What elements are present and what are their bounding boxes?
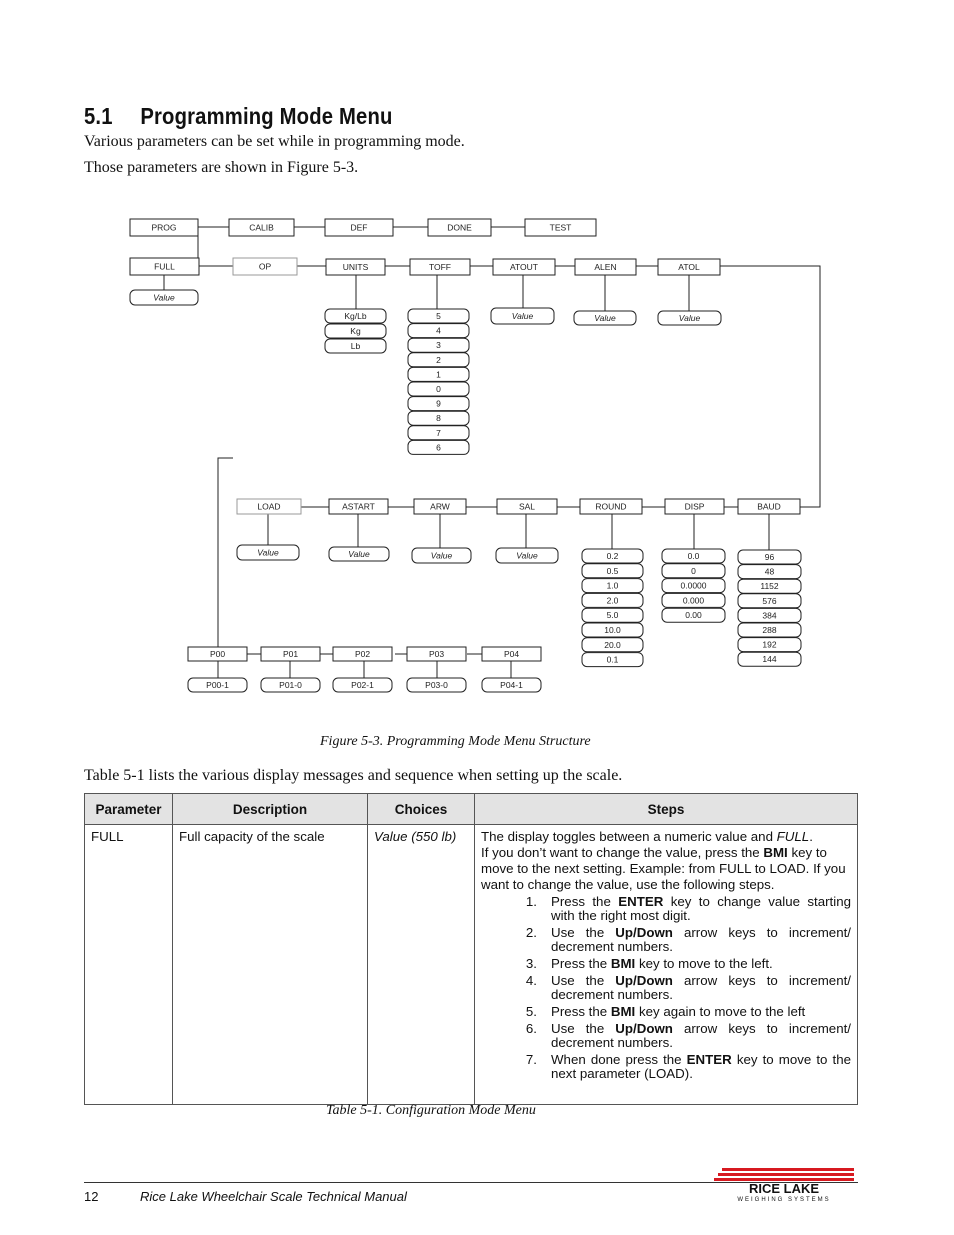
option-box [408,324,469,338]
step-item [481,974,851,1002]
menu-box-calib [229,219,294,236]
option-box [582,593,643,607]
svg-text:0.00: 0.00 [685,610,702,621]
menu-box-p [188,647,247,661]
menu-box-test [525,219,596,236]
option-box [738,623,801,637]
svg-text:SAL: SAL [518,501,536,512]
column-header: Parameter [85,794,173,825]
svg-text:FULL: FULL [154,261,175,272]
page-number: 12 [84,1189,99,1204]
option-box [662,593,725,607]
svg-text:0.1: 0.1 [606,654,619,665]
option-box [582,638,643,652]
svg-text:LOAD: LOAD [257,501,281,512]
footer-title: Rice Lake Wheelchair Scale Technical Manual [140,1189,407,1204]
svg-text:1152: 1152 [760,581,779,592]
menu-box-alen [575,259,636,275]
svg-text:ASTART: ASTART [342,501,375,512]
option-box [408,440,469,454]
figure-caption: Figure 5-3. Programming Mode Menu Structure [320,734,591,749]
menu-box-sal [497,499,557,514]
option-box [738,652,801,666]
menu-box-p [407,647,466,661]
option-box [482,678,541,692]
logo-text: RICE LAKE [748,1181,820,1196]
svg-text:0: 0 [436,384,441,394]
step-number: 7. [525,1052,537,1067]
svg-text:1: 1 [436,369,441,380]
svg-text:P03: P03 [428,649,445,659]
menu-box-p [261,647,320,661]
table-intro: Table 5-1 lists the various display messages and sequence when setting up the scale. [84,767,623,784]
svg-text:P02-1: P02-1 [351,680,374,690]
svg-text:2.0: 2.0 [606,595,619,606]
svg-text:Value: Value [594,313,616,323]
svg-text:0.000: 0.000 [682,595,705,606]
steps-intro: The display toggles between a numeric value and FULL. [481,829,813,844]
svg-text:ARW: ARW [430,501,450,512]
svg-text:0.2: 0.2 [606,551,619,561]
svg-text:384: 384 [762,610,777,621]
step-text: Press the BMI key to move to the left. [551,956,773,971]
svg-text:192: 192 [762,639,777,650]
menu-box-astart [329,499,388,514]
svg-text:48: 48 [764,566,775,577]
option-box [738,579,801,593]
svg-text:2: 2 [436,354,441,365]
option-box [582,623,643,637]
menu-box-prog [130,219,198,236]
option-box [582,564,643,578]
option-box [738,594,801,608]
svg-text:DONE: DONE [447,222,472,233]
step-text: When done press the ENTER key to move to the next parameter (LOAD). [551,1052,852,1081]
menu-box-load [237,499,301,514]
svg-text:P02: P02 [354,649,371,659]
steps-paragraph: If you don’t want to change the value, press the BMI key to move to the next setting. Example: from FULL to LOAD. If you want to change the value, use the following steps. [481,845,846,892]
svg-text:0: 0 [691,565,696,576]
value-box [496,548,558,563]
step-number: 4. [525,973,537,988]
step-number: 5. [525,1004,537,1019]
svg-text:P00: P00 [209,649,226,659]
svg-text:Lb: Lb [350,341,361,351]
menu-box-atout [493,259,555,275]
step-text: Press the BMI key again to move to the left [551,1004,806,1019]
option-box [582,579,643,593]
svg-text:P00-1: P00-1 [206,680,229,690]
option-box [662,579,725,593]
option-box [582,653,643,667]
option-box [333,678,392,692]
step-text: Use the Up/Down arrow keys to increment/ decrement numbers. [551,973,851,1002]
svg-text:5: 5 [436,311,441,321]
svg-text:Value: Value [153,292,175,303]
value-box [574,311,636,325]
option-box [408,382,469,396]
step-item [481,957,851,971]
step-number: 1. [525,894,537,909]
svg-text:CALIB: CALIB [249,222,274,233]
svg-text:TEST: TEST [549,222,572,233]
menu-box-p [482,647,541,661]
svg-text:5.0: 5.0 [606,610,619,621]
column-header: Description [173,794,368,825]
svg-text:Kg/Lb: Kg/Lb [344,311,367,321]
menu-box-toff [410,259,470,275]
option-box [261,678,320,692]
svg-text:6: 6 [436,442,441,453]
step-number: 3. [525,956,537,971]
option-box [662,608,725,622]
option-box [325,324,386,338]
svg-text:Value: Value [511,311,534,321]
option-box [582,608,643,622]
value-box [658,311,721,325]
steps-list [481,895,851,1081]
option-box [662,564,725,578]
step-item [481,926,851,954]
column-header: Choices [368,794,475,825]
choices-cell: Value (550 lb) [368,825,475,1105]
option-box [325,309,386,323]
step-text: Use the Up/Down arrow keys to increment/ decrement numbers. [551,925,851,954]
svg-text:P04: P04 [503,649,520,659]
rice-lake-logo [712,1168,854,1202]
menu-box-op [233,258,297,275]
intro-line-2: Those parameters are shown in Figure 5-3. [84,159,359,176]
option-box [408,309,469,323]
configuration-table [84,793,858,1105]
svg-text:ALEN: ALEN [594,262,617,272]
step-item [481,1053,851,1081]
option-box [662,549,725,563]
menu-box-p [333,647,392,661]
svg-text:7: 7 [436,427,441,438]
menu-box-round [580,499,642,514]
table-row [85,825,858,1105]
svg-text:TOFF: TOFF [428,262,452,272]
step-item [481,1005,851,1019]
svg-text:ATOL: ATOL [678,262,700,272]
svg-text:Value: Value [516,550,538,561]
svg-text:8: 8 [436,413,441,424]
svg-text:576: 576 [762,595,777,606]
step-text: Press the ENTER key to change value starting with the right most digit. [551,894,851,923]
svg-text:Value: Value [430,550,453,561]
table-header-row [85,794,858,825]
svg-text:P04-1: P04-1 [500,680,523,690]
svg-text:DEF: DEF [350,222,368,233]
svg-text:OP: OP [258,261,272,272]
svg-text:288: 288 [762,625,777,635]
step-number: 2. [525,925,537,940]
svg-text:P03-0: P03-0 [425,680,448,690]
menu-box-def [325,219,393,236]
option-box [408,411,469,425]
menu-box-full [130,258,199,275]
step-item [481,1022,851,1050]
svg-text:4: 4 [436,325,441,336]
parameter-cell: FULL [85,825,173,1105]
value-box [412,548,471,563]
svg-text:P01: P01 [282,649,299,659]
menu-box-disp [665,499,724,514]
intro-line-1: Various parameters can be set while in programming mode. [84,133,465,150]
menu-box-baud [738,499,800,514]
option-box [408,353,469,367]
table-caption: Table 5-1. Configuration Mode Menu [326,1103,536,1118]
svg-text:ATOUT: ATOUT [509,262,539,272]
svg-text:Value: Value [348,549,370,559]
option-box [738,565,801,579]
value-box [329,547,389,561]
option-box [408,426,469,440]
svg-text:96: 96 [764,552,775,562]
description-cell: Full capacity of the scale [173,825,368,1105]
svg-text:BAUD: BAUD [757,501,781,512]
column-header: Steps [475,794,858,825]
option-box [408,338,469,352]
svg-text:Value: Value [678,313,701,323]
option-box [738,550,801,564]
menu-box-done [428,219,491,236]
svg-text:ROUND: ROUND [595,501,627,512]
svg-text:3: 3 [436,340,441,351]
option-box [188,678,247,692]
section-title: Programming Mode Menu [140,103,393,129]
svg-text:DISP: DISP [684,501,705,512]
step-text: Use the Up/Down arrow keys to increment/ decrement numbers. [551,1021,851,1050]
value-box [237,545,299,560]
svg-text:PROG: PROG [151,222,177,233]
option-box [738,608,801,622]
svg-text:0.0: 0.0 [687,551,700,561]
option-box [738,638,801,652]
menu-box-units [326,259,385,275]
svg-text:UNITS: UNITS [342,262,369,272]
menu-box-atol [658,259,720,275]
svg-text:1.0: 1.0 [606,580,619,591]
section-number: 5.1 [84,103,113,129]
svg-text:9: 9 [436,398,441,409]
svg-text:0.0000: 0.0000 [680,580,707,591]
option-box [582,549,643,563]
svg-text:P01-0: P01-0 [279,680,302,690]
svg-text:20.0: 20.0 [604,639,621,650]
steps-cell [475,825,858,1105]
svg-text:Kg: Kg [350,326,361,336]
value-box [491,308,554,324]
svg-text:144: 144 [762,654,777,665]
logo-subtext: WEIGHING SYSTEMS [737,1197,831,1202]
value-box [130,290,198,305]
option-box [325,339,386,353]
menu-box-arw [414,499,466,514]
option-box [407,678,466,692]
svg-text:Value: Value [257,547,279,558]
option-box [408,397,469,411]
svg-text:10.0: 10.0 [604,625,621,635]
step-item [481,895,851,923]
svg-text:0.5: 0.5 [606,565,619,576]
step-number: 6. [525,1021,537,1036]
option-box [408,367,469,381]
